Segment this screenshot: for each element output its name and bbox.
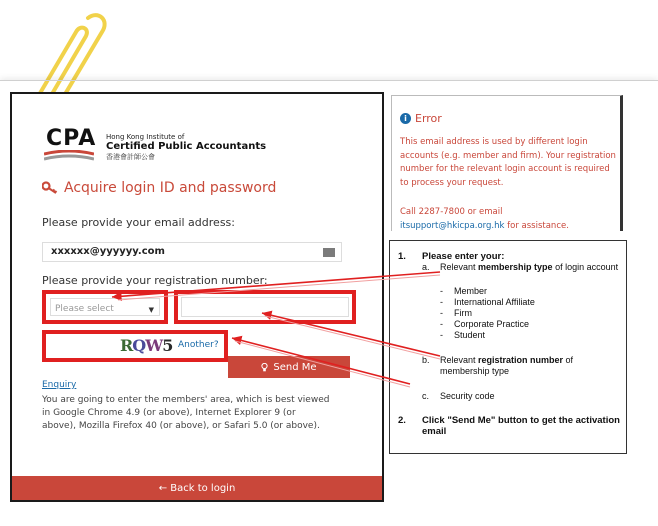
error-message: This email address is used by different login accounts (e.g. member and firm). Your registration number for the relevant login account is required to process your request. — [400, 137, 616, 188]
back-to-login-button[interactable] — [12, 476, 382, 500]
type-student: Student — [454, 330, 486, 340]
lightbulb-icon — [261, 363, 268, 372]
error-contact — [400, 206, 624, 233]
registration-label: Please provide your registration number: — [42, 274, 268, 287]
assistance-text: for assistance. — [504, 220, 569, 231]
envelope-icon — [323, 248, 335, 257]
form-title — [42, 180, 276, 196]
error-title: Error — [415, 112, 442, 125]
type-member: Member — [454, 286, 488, 296]
form-title-text: Acquire login ID and password — [64, 180, 277, 196]
item-c-text: Security code — [440, 391, 495, 401]
step2-text: Click "Send Me" button to get the activation email — [422, 415, 620, 437]
browser-notice: You are going to enter the members' area, which is best viewed in Google Chrome 4.9 (or above), Internet Explorer 9 (or above), Mozilla Firefox 40 (or above), or Safari 5.0 (or above). — [42, 395, 330, 431]
step1-number: 1. — [398, 251, 406, 262]
email-value: xxxxxx@yyyyyy.com — [51, 246, 165, 257]
back-to-login-label: ← Back to login — [158, 482, 236, 494]
type-dash: - — [440, 297, 443, 307]
membership-type-select[interactable] — [42, 290, 168, 324]
chevron-down-icon: ▼ — [148, 306, 154, 314]
type-dash: - — [440, 319, 443, 329]
item-c-label: c. — [422, 391, 430, 401]
another-captcha-link[interactable]: Another? — [178, 340, 219, 350]
logo-swoosh-icon — [44, 150, 94, 164]
captcha-field[interactable] — [42, 330, 228, 362]
registration-number-input[interactable] — [174, 290, 356, 324]
send-me-button[interactable] — [228, 356, 350, 378]
cpa-logo-mark — [44, 126, 96, 168]
type-dash: - — [440, 308, 443, 318]
captcha-image: RQW5 — [120, 336, 173, 355]
step2-number: 2. — [398, 415, 406, 426]
item-a-text: Relevant membership type of login account — [440, 262, 619, 272]
error-panel — [391, 95, 623, 231]
error-call-text: Call 2287-7800 or email — [400, 207, 503, 217]
email-field[interactable] — [42, 242, 342, 262]
type-dash: - — [440, 330, 443, 340]
type-dash: - — [440, 286, 443, 296]
logo-line3: 香港會計師公會 — [106, 152, 155, 161]
item-b-label: b. — [422, 355, 430, 365]
info-icon: i — [400, 113, 411, 124]
send-me-label: Send Me — [273, 361, 317, 373]
item-a-label: a. — [422, 262, 430, 272]
select-placeholder: Please select — [55, 304, 114, 314]
support-email-link[interactable]: itsupport@hkicpa.org.hk — [400, 220, 505, 231]
email-label: Please provide your email address: — [42, 216, 235, 229]
key-icon — [42, 181, 58, 195]
step1-title: Please enter your: — [422, 251, 505, 262]
item-b-text: Relevant registration number of membership type — [440, 355, 574, 376]
type-international-affiliate: International Affiliate — [454, 297, 535, 307]
logo-cpa-text: CPA — [46, 126, 97, 151]
logo-line2: Certified Public Accountants — [106, 140, 267, 152]
hkicpa-logo — [44, 126, 266, 168]
type-firm: Firm — [454, 308, 472, 318]
enquiry-link[interactable]: Enquiry — [42, 380, 77, 390]
instructions-panel — [389, 240, 627, 454]
type-corporate-practice: Corporate Practice — [454, 319, 530, 329]
login-panel — [10, 92, 384, 502]
logo-line1: Hong Kong Institute of — [106, 132, 185, 141]
